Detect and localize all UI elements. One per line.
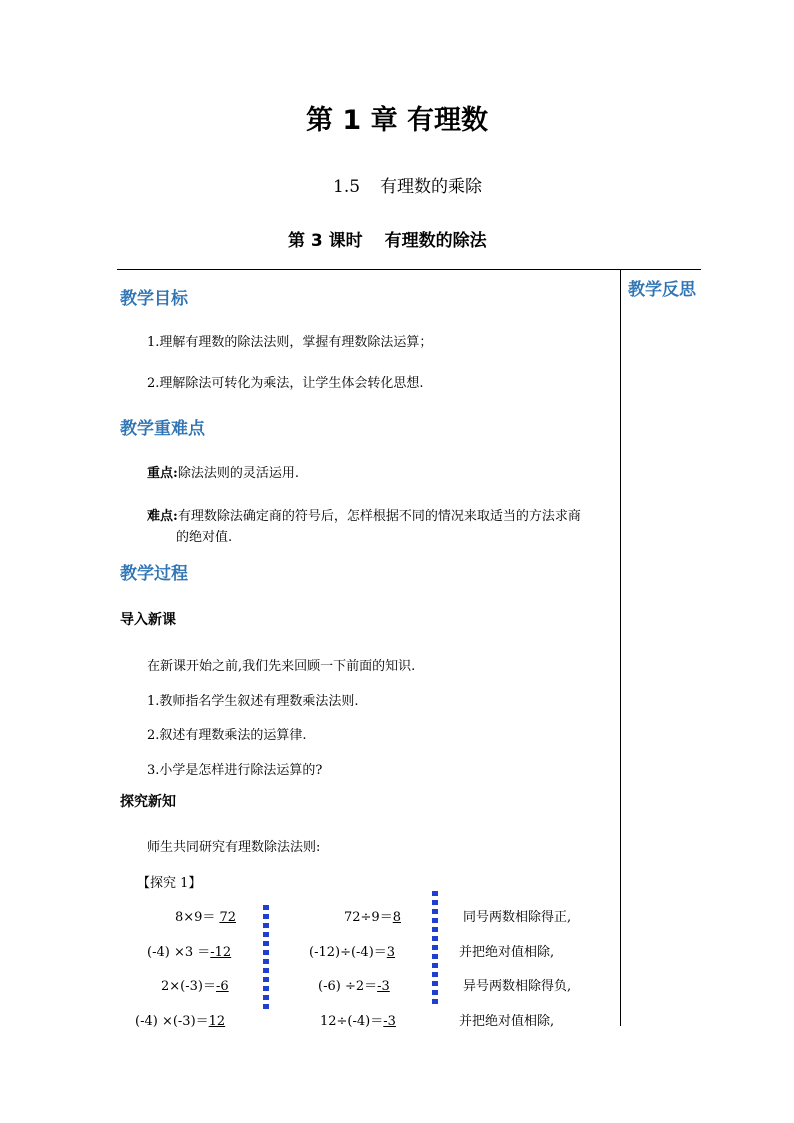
- dot-mark: [432, 972, 438, 977]
- division-row: [320, 1010, 405, 1029]
- div-answer: -3: [377, 979, 390, 994]
- dotted-separator: [263, 905, 269, 1013]
- difficult-text-cont: 的绝对值.: [176, 530, 233, 545]
- dot-mark: [432, 936, 438, 941]
- dot-mark: [432, 909, 438, 914]
- multiplication-row: [161, 975, 242, 994]
- mult-answer: -6: [215, 979, 229, 994]
- process-heading: 教学过程: [120, 564, 188, 584]
- key-text: 除法法则的灵活运用.: [177, 466, 299, 481]
- intro-line: 3.小学是怎样进行除法运算的?: [147, 763, 323, 778]
- dot-mark: [263, 968, 269, 973]
- explore-heading: 探究新知: [120, 794, 176, 810]
- dot-mark: [263, 995, 269, 1000]
- intro-line: 2.叙述有理数乘法的运算律.: [147, 728, 307, 743]
- dot-mark: [432, 954, 438, 959]
- division-row: [318, 975, 397, 994]
- intro-line: 在新课开始之前,我们先来回顾一下前面的知识.: [147, 659, 416, 674]
- dot-mark: [432, 918, 438, 923]
- dot-mark: [263, 959, 269, 964]
- table-top-border-right: [621, 269, 701, 270]
- difficult-text: 有理数除法确定商的符号后，怎样根据不同的情况来取适当的方法求商: [177, 509, 581, 524]
- div-expr: (-6) ÷2＝: [318, 979, 378, 994]
- dot-mark: [263, 941, 269, 946]
- div-answer: 3: [386, 945, 396, 960]
- rule-text: 同号两数相除得正,: [463, 910, 572, 925]
- key-point: [147, 462, 299, 481]
- key-points-heading: 教学重难点: [120, 419, 205, 439]
- division-row: [344, 906, 407, 925]
- div-answer: 8: [392, 910, 401, 925]
- lesson-number: 第 3 课时: [288, 231, 363, 251]
- dot-mark: [263, 986, 269, 991]
- difficult-label: 难点:: [147, 509, 178, 524]
- rule-text: 并把绝对值相除,: [459, 945, 555, 960]
- dot-mark: [263, 1004, 269, 1009]
- difficult-point: [147, 505, 581, 524]
- dot-mark: [263, 914, 269, 919]
- division-row: [309, 941, 401, 960]
- multiplication-row: [135, 1010, 231, 1029]
- mult-expr: (-4) ×(-3)＝: [135, 1014, 209, 1029]
- dotted-separator: [432, 891, 438, 1008]
- dot-mark: [432, 999, 438, 1004]
- mult-expr: 8×9＝: [175, 910, 216, 925]
- dot-mark: [432, 891, 438, 896]
- intro-line: 1.教师指名学生叙述有理数乘法法则.: [147, 694, 359, 709]
- objectives-heading: 教学目标: [120, 289, 188, 309]
- dot-mark: [432, 963, 438, 968]
- key-label: 重点:: [147, 466, 178, 481]
- rule-text: 异号两数相除得负,: [463, 979, 572, 994]
- multiplication-row: [147, 941, 240, 960]
- section-name: 有理数的乘除: [380, 177, 483, 197]
- dot-mark: [263, 923, 269, 928]
- mult-answer: 72: [219, 910, 236, 925]
- mult-answer: 12: [208, 1014, 226, 1029]
- column-divider: [620, 269, 621, 1026]
- dot-mark: [263, 905, 269, 910]
- intro-heading: 导入新课: [120, 612, 176, 628]
- mult-expr: 2×(-3)＝: [161, 979, 216, 994]
- dot-mark: [432, 900, 438, 905]
- rule-text: 并把绝对值相除,: [459, 1014, 555, 1029]
- multiplication-row: [175, 906, 251, 925]
- dot-mark: [432, 927, 438, 932]
- div-expr: (-12)÷(-4)＝: [309, 945, 387, 960]
- objective-item: 2.理解除法可转化为乘法，让学生体会转化思想.: [147, 376, 424, 391]
- dot-mark: [263, 977, 269, 982]
- lesson-title: [288, 226, 487, 251]
- dot-mark: [263, 950, 269, 955]
- explore-tag: 【探究 1】: [137, 876, 202, 891]
- section-number: 1.5: [333, 177, 361, 197]
- dot-mark: [432, 945, 438, 950]
- section-title: [333, 172, 482, 197]
- mult-expr: (-4) ×3 ＝: [147, 945, 211, 960]
- explore-intro: 师生共同研究有理数除法法则:: [147, 840, 321, 855]
- dot-mark: [263, 932, 269, 937]
- reflection-heading: 教学反思: [628, 280, 696, 300]
- dot-mark: [432, 981, 438, 986]
- lesson-name: 有理数的除法: [384, 231, 487, 251]
- dot-mark: [432, 990, 438, 995]
- objective-item: 1.理解有理数的除法法则，掌握有理数除法运算；: [147, 335, 433, 350]
- table-top-border: [117, 269, 621, 270]
- mult-answer: -12: [210, 945, 232, 960]
- chapter-title: 第 1 章 有理数: [306, 105, 488, 136]
- div-expr: 12÷(-4)＝: [320, 1014, 384, 1029]
- div-answer: -3: [383, 1014, 396, 1029]
- div-expr: 72÷9＝: [344, 910, 393, 925]
